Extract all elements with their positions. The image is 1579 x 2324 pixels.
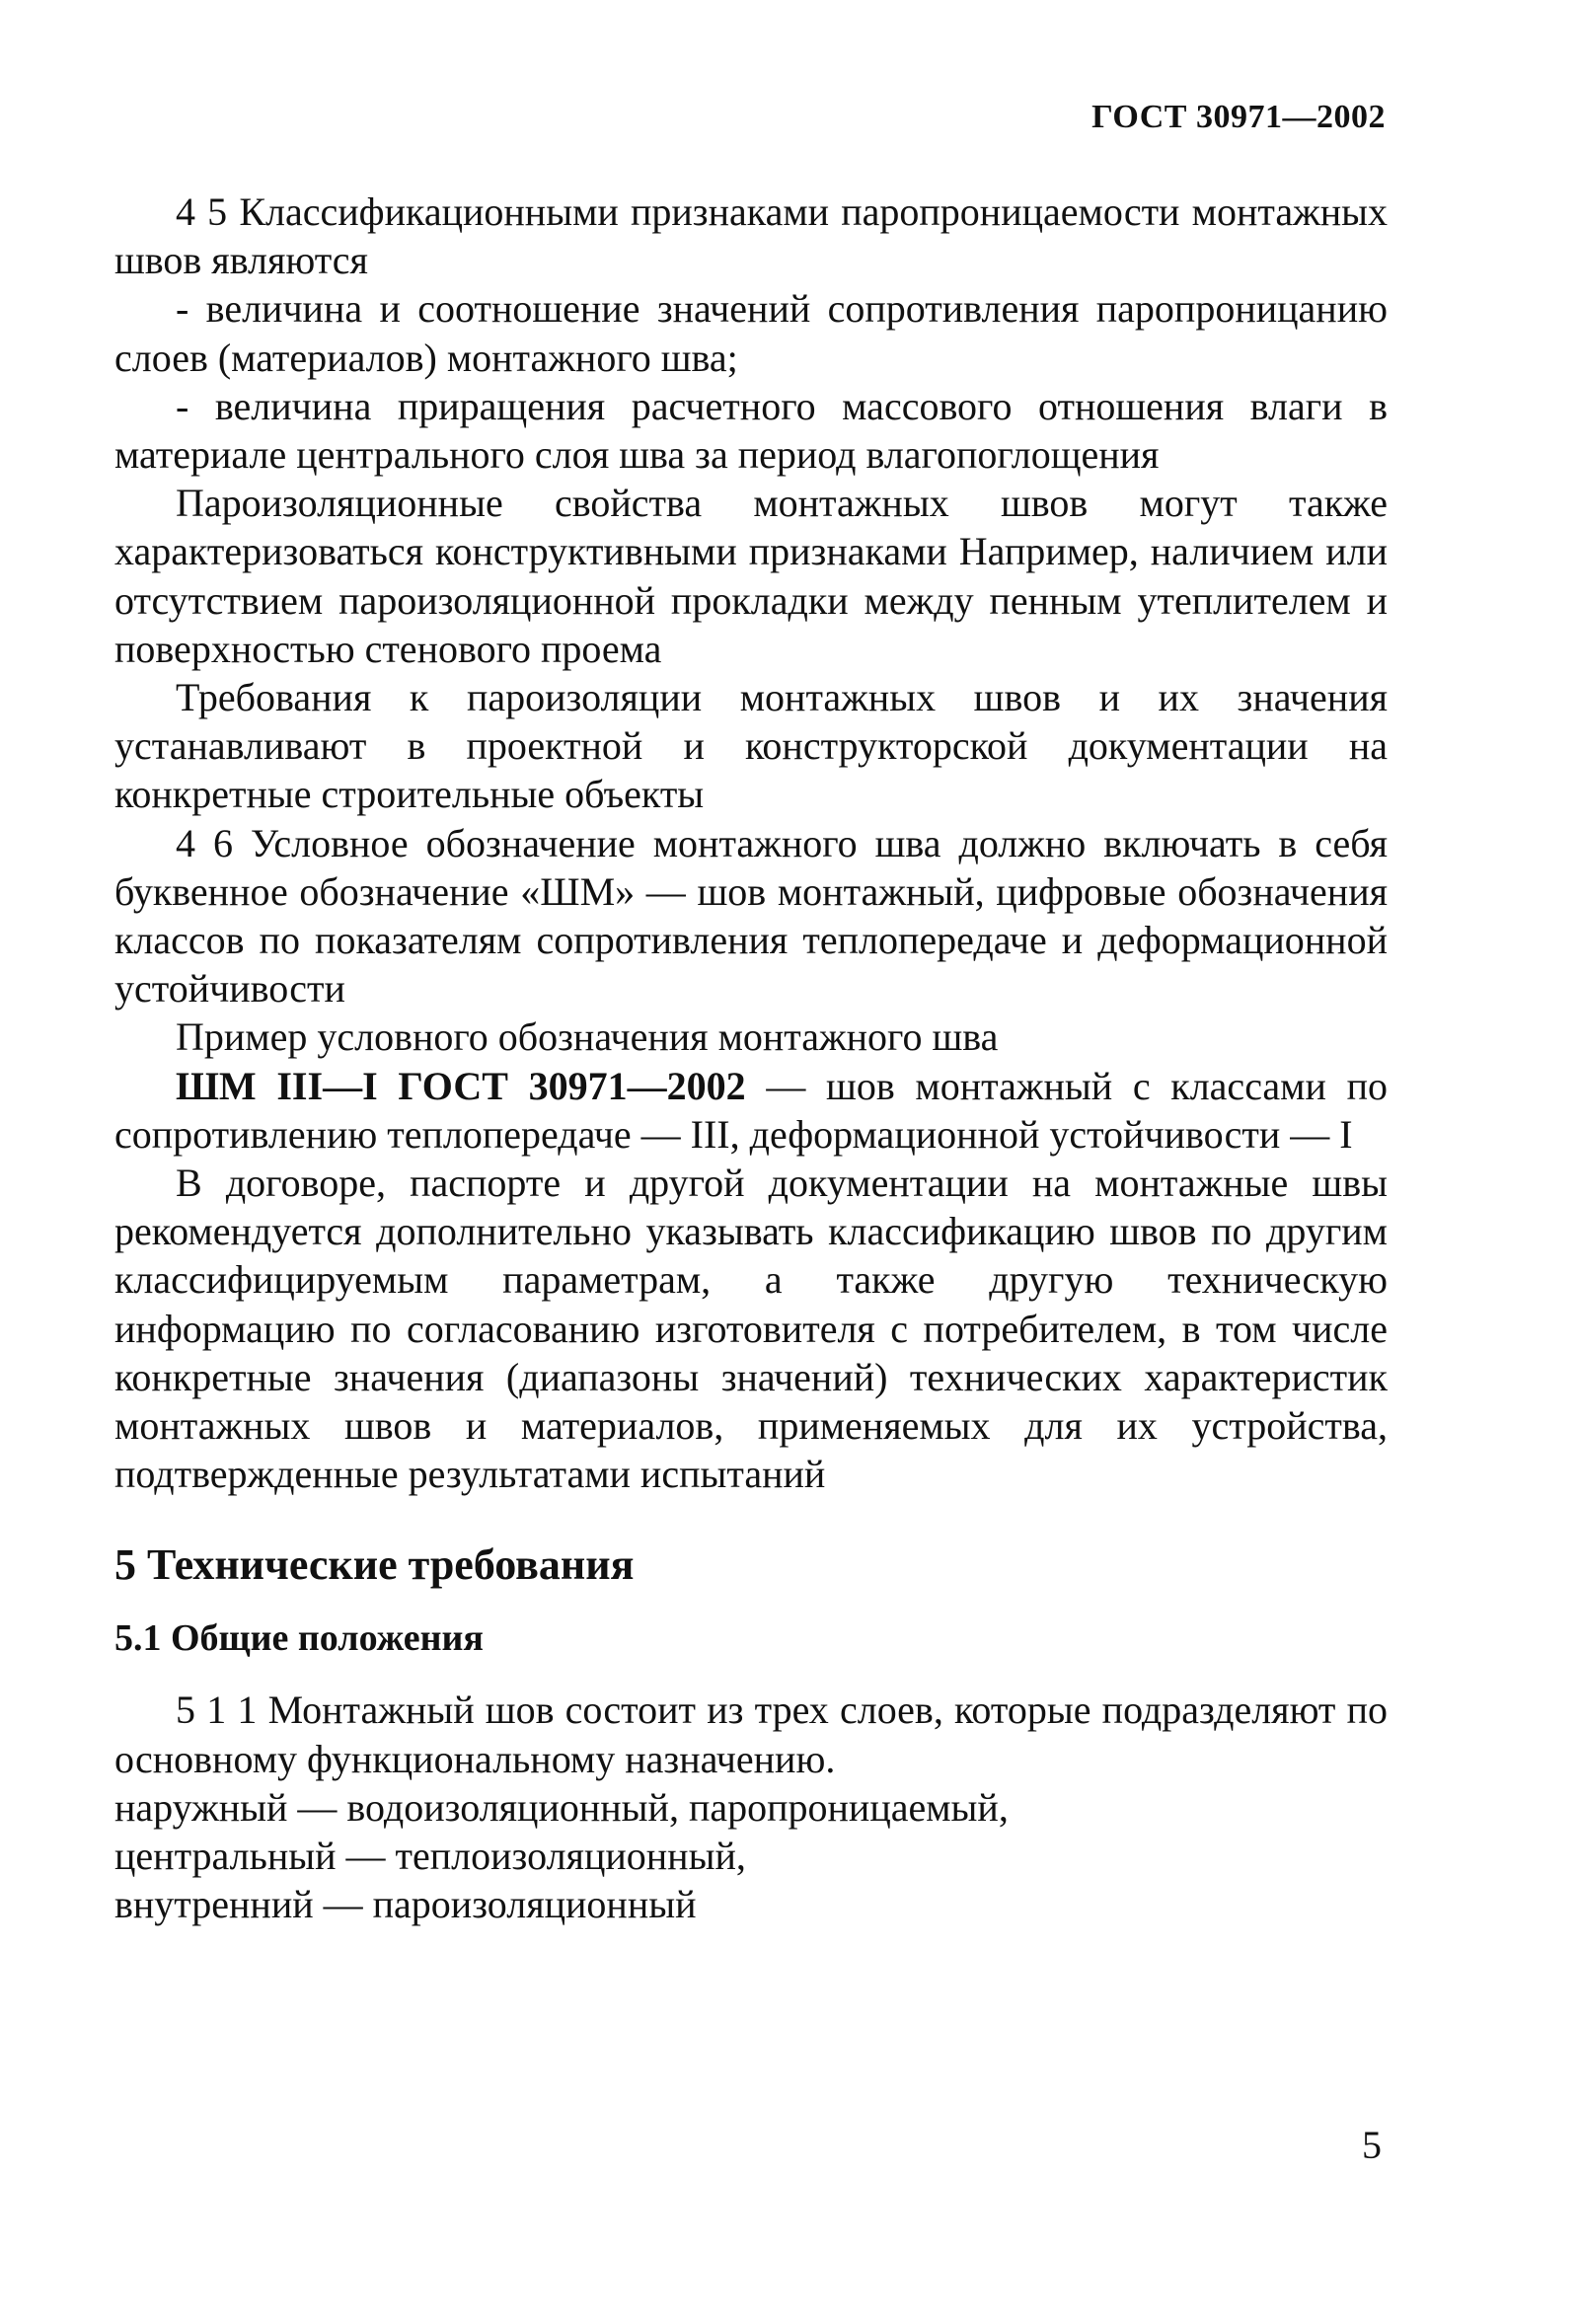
layer-inner: внутренний — пароизоляционный — [114, 1882, 697, 1927]
example-label: Пример условного обозначения монтажного шва — [176, 1014, 999, 1060]
section-5-title: 5 Технические требования — [114, 1540, 635, 1590]
document-body — [114, 187, 1388, 1929]
paragraph-4-6: 4 6 Условное обозначение монтажного шва должно включать в себя буквенное обозначение «ШМ» — шов монтажный, цифровые обозначения классов по показателям сопротивления теплопередаче и деформационной устойчивости — [114, 820, 1388, 1012]
paragraph-4-5: 4 5 Классификационными признаками паропроницаемости монтажных швов являются — [114, 189, 1388, 283]
document-header: ГОСТ 30971—2002 — [1091, 99, 1386, 135]
layer-outer: наружный — водоизоляционный, паропроницаемый, — [114, 1784, 1009, 1830]
layer-central: центральный — теплоизоляционный, — [114, 1834, 746, 1879]
paragraph-5-1-1: 5 1 1 Монтажный шов состоит из трех слоев, которые подразделяют по основному функциональному назначению. — [114, 1687, 1388, 1781]
list-item: - величина и соотношение значений сопротивления паропроницанию слоев (материалов) монтажного шва; — [114, 286, 1388, 380]
example-text: — шов монтажный с классами по сопротивлению теплопередаче — III, деформационной устойчивости — I — [114, 1063, 1388, 1157]
list-item: - величина приращения расчетного массового отношения влаги в материале центрального слоя шва за период влагопоглощения — [114, 383, 1388, 478]
paragraph-requirements: Требования к пароизоляции монтажных швов и их значения устанавливают в проектной и конструкторской документации на конкретные строительные объекты — [114, 675, 1388, 817]
example-code: ШМ III—I ГОСТ 30971—2002 — [176, 1063, 746, 1108]
page-number: 5 — [1362, 2123, 1382, 2167]
paragraph-vapor-constructive: Пароизоляционные свойства монтажных швов могут также характеризоваться конструктивными признаками Например, наличием или отсутствием пароизоляционной прокладки между пенным утеплителем и поверхностью стенового проема — [114, 481, 1388, 671]
paragraph-contract: В договоре, паспорте и другой документации на монтажные швы рекомендуется дополнительно указывать классификацию швов по другим классифицируемым параметрам, а также другую техническую информацию по согласованию изготовителя с потребителем, в том числе конкретные значения (диапазоны значений) технических характеристик монтажных швов и материалов, применяемых для их устройства, подтвержденные результатами испытаний — [114, 1161, 1388, 1497]
example-designation — [114, 1062, 1388, 1159]
subsection-5-1-title: 5.1 Общие положения — [114, 1617, 484, 1660]
